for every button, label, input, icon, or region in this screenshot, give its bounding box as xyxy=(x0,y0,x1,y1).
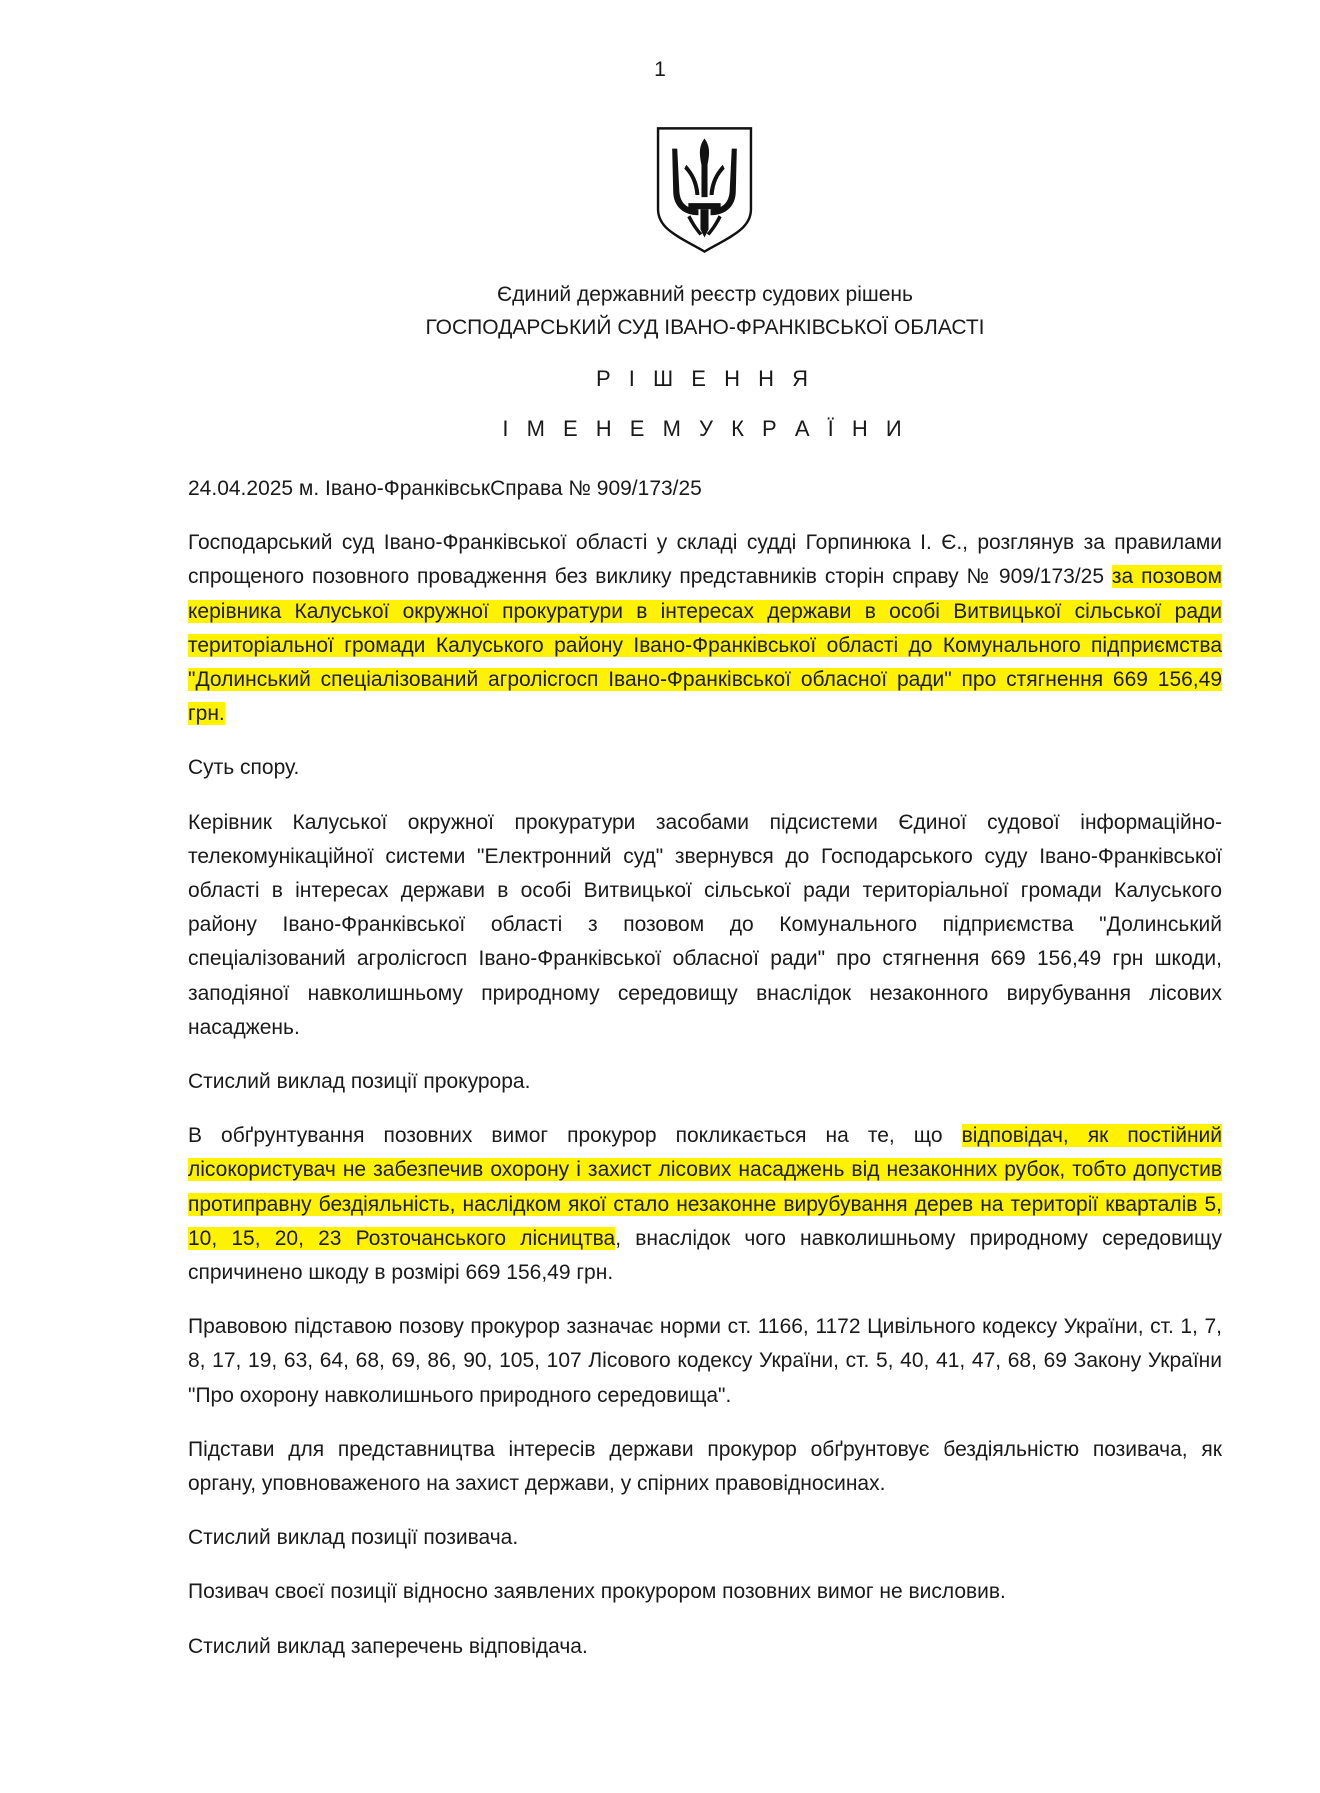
registry-name: Єдиний державний реєстр судових рішень xyxy=(497,283,913,306)
paragraph-representation-grounds: Підстави для представництва інтересів держави прокурор обґрунтовує бездіяльністю позивача, як органу, уповноваженого на захист держави, у спірних правовідносинах. xyxy=(188,1437,1222,1496)
highlighted-text: за позовом керівника Калуської окружної прокуратури в інтересах держави в особі Витвицької сільської ради територіальної громади Калуського району Івано-Франківської області до Комунального підприємства "Долинський спеціалізований агролісгосп Івано-Франківської обласної ради" про стягнення 669 156,49 грн. xyxy=(188,565,1222,726)
decision-title: Р І Ш Е Н Н Я xyxy=(596,366,814,391)
section-heading-prosecutor-position: Стислий виклад позиції прокурора. xyxy=(188,1070,531,1094)
page-number: 1 xyxy=(654,58,666,81)
paragraph-prosecutor-argument xyxy=(188,1119,1222,1290)
paragraph-text: , внаслідок чого навколишньому природному середовищу спричинено шкоду в розмірі 669 156,49 грн. xyxy=(188,1226,1222,1285)
paragraph-court-composition xyxy=(188,526,1222,731)
highlighted-text: відповідач, як постійний лісокористувач не забезпечив охорону і захист лісових насаджень від незаконних рубок, тобто допустив протиправну бездіяльність, наслідком якої стало незаконне вирубування дерев на території кварталів 5, 10, 15, 20, 23 Розточанського лісництва xyxy=(188,1124,1223,1250)
section-heading-defendant-objections: Стислий виклад заперечень відповідача. xyxy=(188,1634,588,1658)
document-body xyxy=(188,472,1222,1684)
document-header xyxy=(188,278,1222,442)
court-name: ГОСПОДАРСЬКИЙ СУД ІВАНО-ФРАНКІВСЬКОЇ ОБЛАСТІ xyxy=(425,316,985,339)
in-the-name-of-ukraine: І М Е Н Е М У К Р А Ї Н И xyxy=(502,416,908,441)
date-and-case-line: 24.04.2025 м. Івано-ФранківськСправа № 909/173/25 xyxy=(188,477,702,500)
paragraph-claim: Керівник Калуської окружної прокуратури засобами підсистеми Єдиної судової інформаційно-телекомунікаційної системи "Електронний суд" звернувся до Господарського суду Івано-Франківської області в інтересах держави в особі Витвицької сільської ради територіальної громади Калуського району Івано-Франківської області з позовом до Комунального підприємства "Долинський спеціалізований агролісгосп Івано-Франківської обласної ради" про стягнення 669 156,49 грн шкоди, заподіяної навколишньому природному середовищу внаслідок незаконного вирубування лісових насаджень. xyxy=(188,810,1222,1039)
paragraph-text: Господарський суд Івано-Франківської області у складі судді Горпинюка І. Є., розглянув за правилами спрощеного позовного провадження без виклику представників сторін справу № 909/173/25 xyxy=(188,531,1222,589)
paragraph-plaintiff-position: Позивач своєї позиції відносно заявлених прокурором позовних вимог не висловив. xyxy=(188,1580,1006,1604)
section-heading-plaintiff-position: Стислий виклад позиції позивача. xyxy=(188,1526,519,1550)
paragraph-text: В обґрунтування позовних вимог прокурор покликається на те, що xyxy=(188,1124,962,1148)
paragraph-legal-basis: Правовою підставою позову прокурор зазначає норми ст. 1166, 1172 Цивільного кодексу України, ст. 1, 7, 8, 17, 19, 63, 64, 68, 69, 86, 90, 105, 107 Лісового кодексу України, ст. 5, 40, 41, 47, 68, 69 Закону України "Про охорону навколишнього природного середовища". xyxy=(188,1315,1222,1407)
section-heading-dispute: Суть спору. xyxy=(188,756,300,780)
coat-of-arms-icon xyxy=(654,124,755,256)
